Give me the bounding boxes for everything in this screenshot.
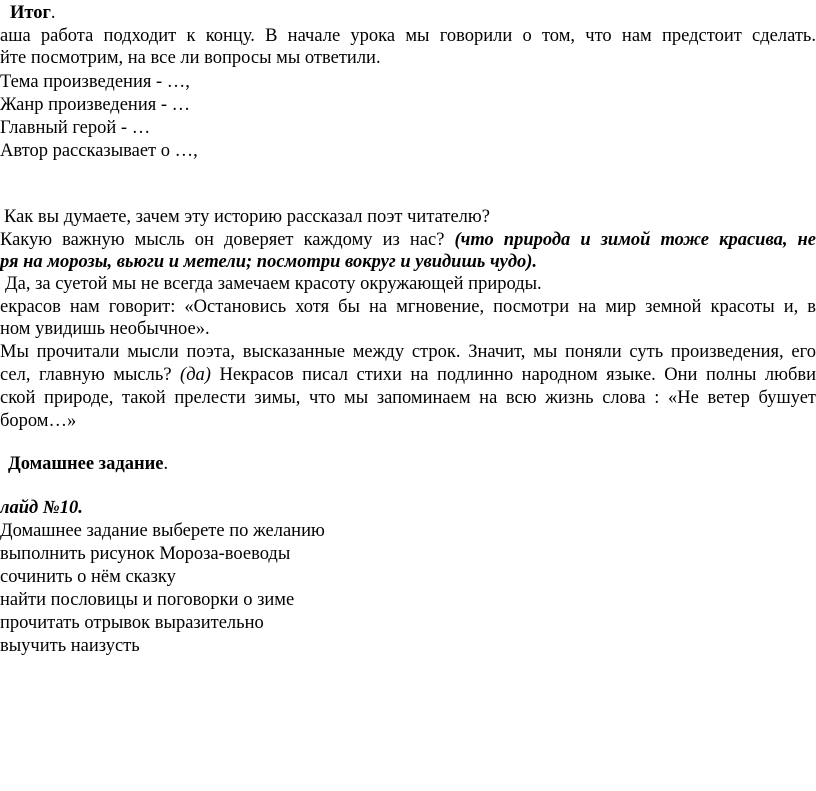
intro-line-2: йте посмотрим, на все ли вопросы мы ответили. xyxy=(0,48,381,68)
question-2-line-2: ря на морозы, вьюги и метели; посмотри вокруг и увидишь чудо). xyxy=(0,252,538,272)
homework-intro: Домашнее задание выберете по желанию xyxy=(0,521,325,541)
homework-option-5: выучить наизусть xyxy=(0,636,140,656)
summary-heading-dot: . xyxy=(50,3,56,23)
homework-option-4: прочитать отрывок выразительно xyxy=(0,613,264,633)
list-item-author: Автор рассказывает о …, xyxy=(0,141,198,161)
intro-line-1: аша работа подходит к концу. В начале урока мы говорили о том, что нам предстоит сделать. xyxy=(0,26,816,46)
final-line-1: Мы прочитали мысли поэта, высказанные между строк. Значит, мы поняли суть произведения, его xyxy=(0,342,816,362)
question-1: Как вы думаете, зачем эту историю рассказал поэт читателю? xyxy=(4,207,490,227)
list-item-theme: Тема произведения - …, xyxy=(0,72,190,92)
final-line-4: бором…» xyxy=(0,411,77,431)
homework-option-1: выполнить рисунок Мороза-воеводы xyxy=(0,544,291,564)
question-2-line-1 xyxy=(0,229,816,251)
homework-heading: Домашнее задание xyxy=(8,454,164,474)
homework-heading-dot: . xyxy=(163,454,169,474)
answer-1: Да, за суетой мы не всегда замечаем красоту окружающей природы. xyxy=(5,274,542,294)
homework-option-3: найти пословицы и поговорки о зиме xyxy=(0,590,295,610)
quote-line-2: ном увидишь необычное». xyxy=(0,319,210,339)
final-line-3: ской природе, такой прелести зимы, что мы запоминаем на всю жизнь слова : «Не ветер бушует xyxy=(0,388,816,408)
final-line-2 xyxy=(0,364,816,386)
final-line-2-a: сел, главную мысль? xyxy=(0,365,172,385)
final-line-2-b: Некрасов писал стихи на подлинно народном языке. Они полны любви xyxy=(219,365,816,385)
final-line-2-italic: (да) xyxy=(180,365,211,385)
list-item-genre: Жанр произведения - … xyxy=(0,95,191,115)
summary-heading-line xyxy=(10,2,816,24)
homework-option-2: сочинить о нём сказку xyxy=(0,567,176,587)
question-2-text: Какую важную мысль он доверяет каждому из нас? xyxy=(0,230,445,250)
homework-heading-line xyxy=(8,453,816,475)
summary-heading: Итог xyxy=(10,3,51,23)
list-item-hero: Главный герой - … xyxy=(0,118,151,138)
question-2-answer-part1: (что природа и зимой тоже красива, не xyxy=(454,230,816,250)
slide-number: лайд №10. xyxy=(0,498,83,518)
quote-line-1: екрасов нам говорит: «Остановись хотя бы на мгновение, посмотри на мир земной красоты и, в xyxy=(0,297,816,317)
